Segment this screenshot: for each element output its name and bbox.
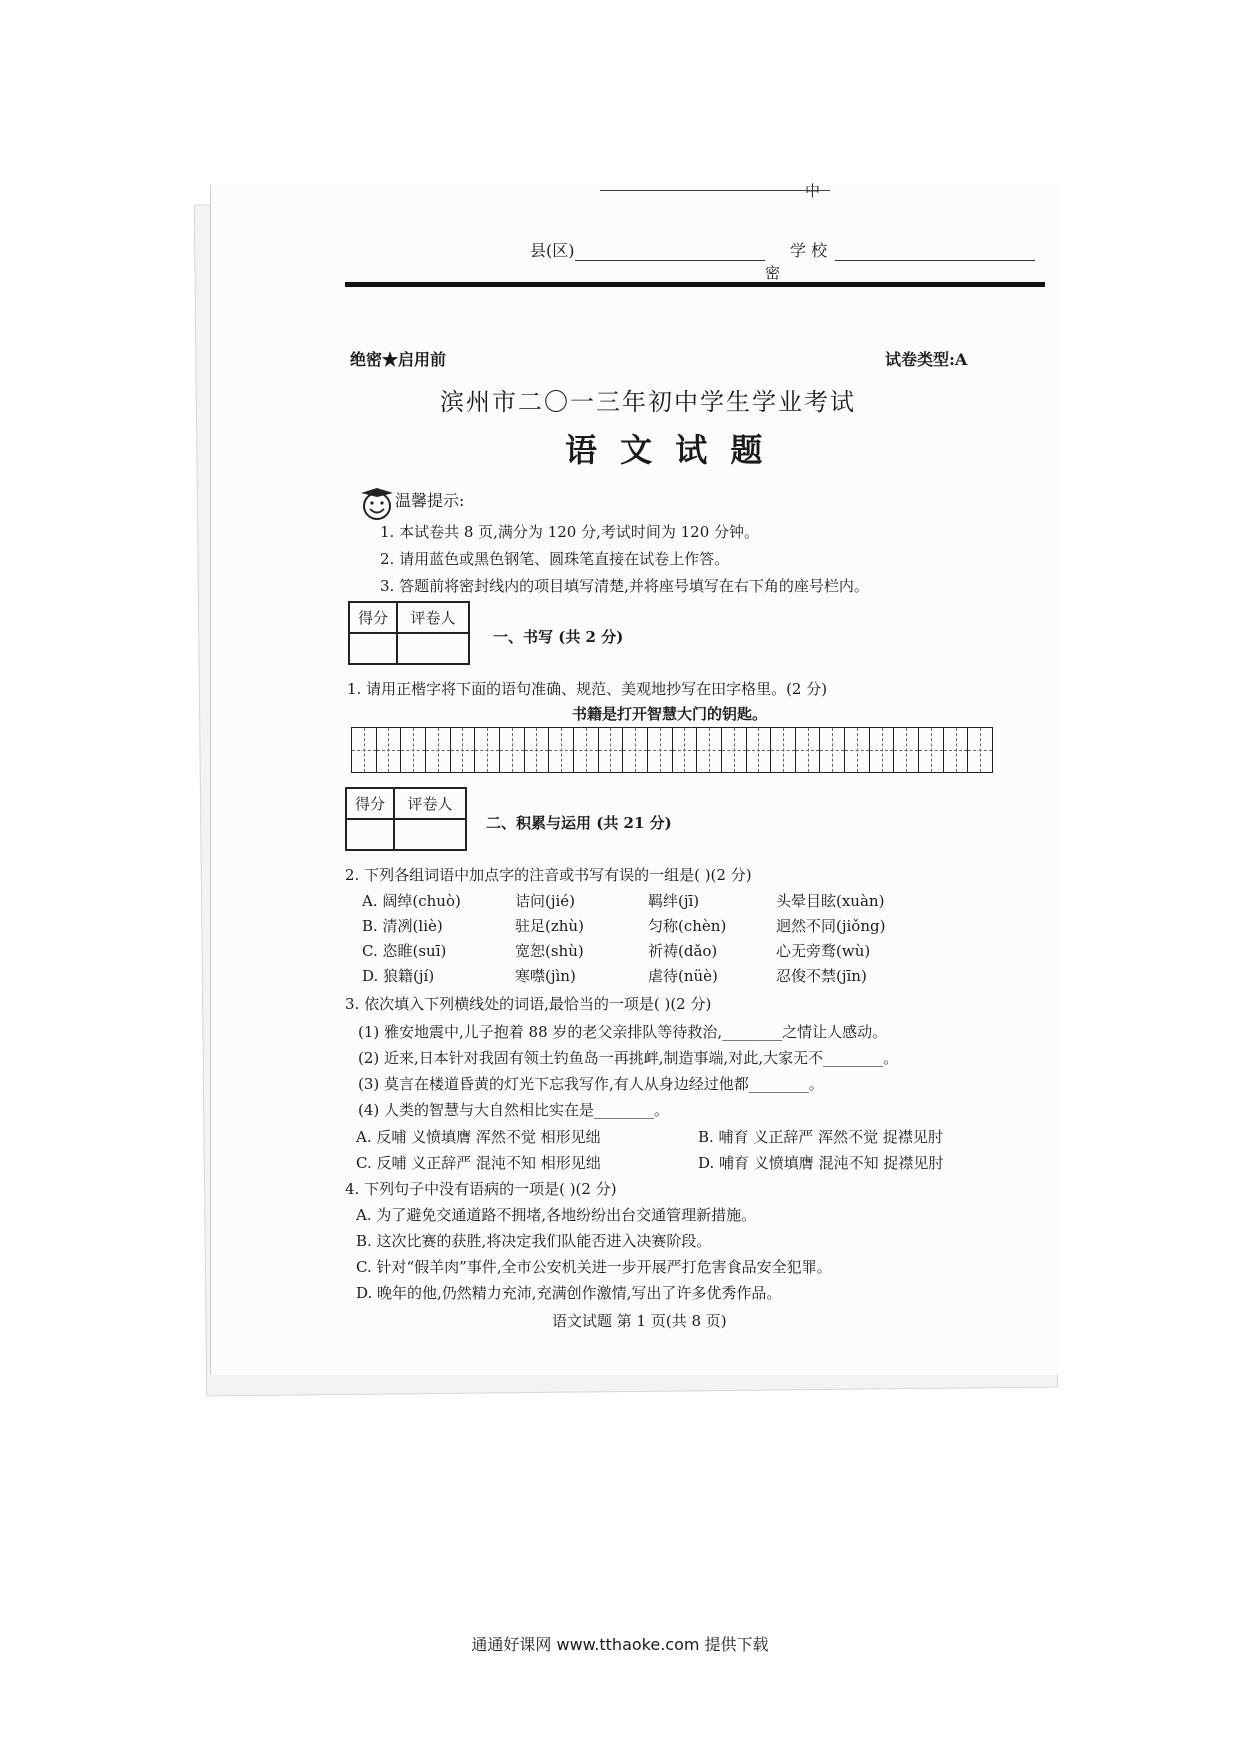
q4-option: C. 针对“假羊肉”事件,全市公安机关进一步开展严打危害食品安全犯罪。: [356, 1258, 832, 1276]
grader-cell[interactable]: [394, 819, 466, 850]
grade-box-2: [345, 787, 467, 851]
tianzige-grid[interactable]: [351, 727, 993, 773]
question-4: 4. 下列句子中没有语病的一项是( )(2 分): [345, 1180, 617, 1198]
grid-cell[interactable]: [919, 728, 944, 772]
q2-option: 寒噤(jìn): [515, 967, 576, 985]
seal-mark: 密: [765, 264, 781, 282]
grid-cell[interactable]: [574, 728, 599, 772]
smiley-icon: [357, 485, 397, 521]
grid-cell[interactable]: [525, 728, 550, 772]
grid-cell[interactable]: [673, 728, 698, 772]
q4-option: D. 晚年的他,仍然精力充沛,充满创作激情,写出了许多优秀作品。: [356, 1284, 782, 1302]
grid-cell[interactable]: [377, 728, 402, 772]
question-2: 2. 下列各组词语中加点字的注音或书写有误的一组是( )(2 分): [345, 866, 752, 884]
score-cell[interactable]: [349, 633, 397, 664]
q2-option: 忍俊不禁(jīn): [776, 967, 867, 985]
copy-sentence: 书籍是打开智慧大门的钥匙。: [572, 705, 768, 723]
grid-cell[interactable]: [599, 728, 624, 772]
section1-title: 一、书写 (共 2 分): [493, 628, 624, 646]
q3-item: (1) 雅安地震中,儿子抱着 88 岁的老父亲排队等待救治,________之情让人感动。: [358, 1023, 888, 1041]
school-field: [790, 238, 1035, 261]
grid-cell[interactable]: [648, 728, 673, 772]
confidential-label: 绝密★启用前: [350, 350, 447, 369]
grader-header: 评卷人: [397, 602, 469, 633]
grid-cell[interactable]: [747, 728, 772, 772]
grid-cell[interactable]: [845, 728, 870, 772]
grid-cell[interactable]: [500, 728, 525, 772]
score-header: 得分: [349, 602, 397, 633]
q2-option: 心无旁骛(wù): [776, 942, 871, 960]
top-rule: [600, 190, 830, 191]
grid-cell[interactable]: [820, 728, 845, 772]
question-1: 1. 请用正楷字将下面的语句准确、规范、美观地抄写在田字格里。(2 分): [347, 680, 828, 698]
q3-item: (3) 莫言在楼道昏黄的灯光下忘我写作,有人从身边经过他都________。: [358, 1075, 824, 1093]
q4-option: B. 这次比赛的获胜,将决定我们队能否进入决赛阶段。: [356, 1232, 712, 1250]
grid-cell[interactable]: [697, 728, 722, 772]
q2-option: 诘问(jié): [515, 892, 576, 910]
q2-option: 头晕目眩(xuàn): [776, 892, 885, 910]
q2-option: 迥然不同(jiǒng): [776, 917, 886, 935]
seal-line: [345, 282, 1045, 287]
county-label: 县(区): [530, 241, 575, 260]
tips-heading: 温馨提示:: [395, 491, 465, 510]
q3-option: B. 哺育 义正辞严 浑然不觉 捉襟见肘: [698, 1128, 943, 1146]
q2-option: 驻足(zhù): [515, 917, 584, 935]
score-cell[interactable]: [346, 819, 394, 850]
section2-title: 二、积累与运用 (共 21 分): [486, 814, 672, 832]
grid-cell[interactable]: [870, 728, 895, 772]
q3-item: (4) 人类的智慧与大自然相比实在是________。: [358, 1101, 670, 1119]
grade-box-1: [348, 601, 470, 665]
q4-option: A. 为了避免交通道路不拥堵,各地纷纷出台交通管理新措施。: [356, 1206, 757, 1224]
top-mark: 中: [805, 182, 821, 200]
page-number: 语文试题 第 1 页(共 8 页): [552, 1312, 727, 1330]
grid-cell[interactable]: [426, 728, 451, 772]
site-footer[interactable]: 通通好课网 www.tthaoke.com 提供下载: [471, 1635, 769, 1654]
grid-cell[interactable]: [722, 728, 747, 772]
grid-cell[interactable]: [968, 728, 992, 772]
grid-cell[interactable]: [352, 728, 377, 772]
grid-cell[interactable]: [944, 728, 969, 772]
q2-option: 匀称(chèn): [648, 917, 727, 935]
q3-option: C. 反哺 义正辞严 混沌不知 相形见绌: [356, 1154, 601, 1172]
q2-option: B. 清冽(liè): [362, 917, 443, 935]
tip-item: 1. 本试卷共 8 页,满分为 120 分,考试时间为 120 分钟。: [380, 523, 760, 541]
q2-option: A. 阔绰(chuò): [362, 892, 461, 910]
question-3: 3. 依次填入下列横线处的词语,最恰当的一项是( )(2 分): [345, 995, 712, 1013]
subject-title: 语 文 试 题: [565, 431, 769, 469]
tip-item: 3. 答题前将密封线内的项目填写清楚,并将座号填写在右下角的座号栏内。: [380, 577, 869, 595]
q2-option: C. 恣睢(suī): [362, 942, 447, 960]
tip-item: 2. 请用蓝色或黑色钢笔、圆珠笔直接在试卷上作答。: [380, 550, 730, 568]
q3-option: D. 哺育 义愤填膺 混沌不知 捉襟见肘: [698, 1154, 944, 1172]
q2-option: 羁绊(jī): [648, 892, 700, 910]
q2-option: 虐待(nüè): [648, 967, 718, 985]
grid-cell[interactable]: [401, 728, 426, 772]
q2-option: D. 狼籍(jí): [362, 967, 435, 985]
paper-type-label: 试卷类型:A: [885, 350, 968, 369]
grader-cell[interactable]: [397, 633, 469, 664]
grid-cell[interactable]: [771, 728, 796, 772]
exam-title: 滨州市二〇一三年初中学生学业考试: [440, 388, 856, 416]
grid-cell[interactable]: [894, 728, 919, 772]
county-field: [530, 238, 765, 261]
grid-cell[interactable]: [549, 728, 574, 772]
school-blank[interactable]: [835, 242, 1035, 261]
grid-cell[interactable]: [451, 728, 476, 772]
q2-option: 祈祷(dǎo): [648, 942, 718, 960]
county-blank[interactable]: [575, 242, 765, 261]
grid-cell[interactable]: [475, 728, 500, 772]
q3-option: A. 反哺 义愤填膺 浑然不觉 相形见绌: [356, 1128, 601, 1146]
grader-header: 评卷人: [394, 788, 466, 819]
grid-cell[interactable]: [623, 728, 648, 772]
grid-cell[interactable]: [796, 728, 821, 772]
school-label: 学 校: [790, 241, 828, 260]
q3-item: (2) 近来,日本针对我固有领土钓鱼岛一再挑衅,制造事端,对此,大家无不________。: [358, 1049, 899, 1067]
score-header: 得分: [346, 788, 394, 819]
q2-option: 宽恕(shù): [515, 942, 584, 960]
